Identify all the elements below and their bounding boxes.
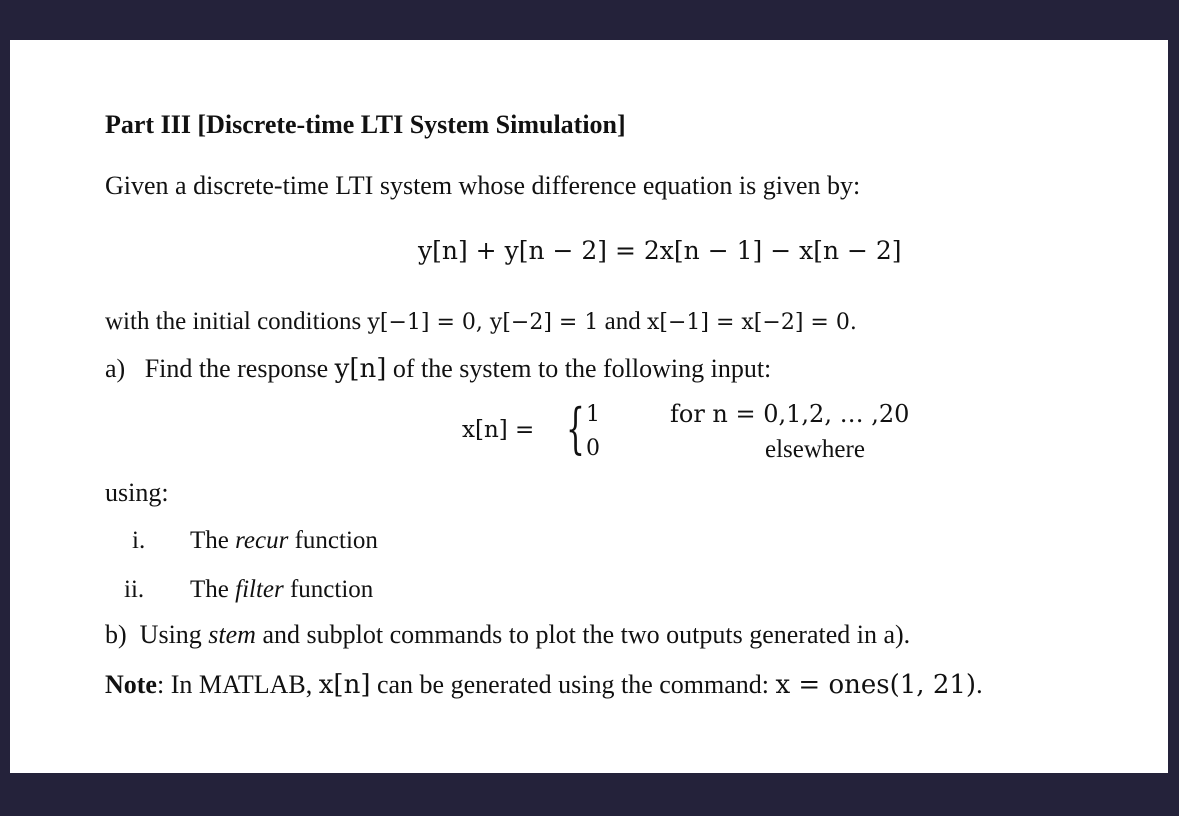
question-b-text-after: and subplot commands to plot the two outputs generated in a). — [255, 620, 911, 649]
note-symbol: x[n] — [318, 670, 371, 700]
method-pre: The — [190, 527, 236, 554]
piecewise-value-1: 1 — [586, 402, 600, 427]
ic-x-values: x[−1] = x[−2] = 0. — [646, 310, 857, 335]
document-page — [10, 40, 1168, 773]
question-b — [105, 622, 910, 648]
input-signal-lhs: x[n] = — [462, 417, 535, 443]
matlab-note — [105, 672, 983, 698]
question-a-symbol: y[n] — [334, 354, 387, 384]
note-label: Note — [105, 670, 157, 699]
method-post: function — [283, 576, 374, 603]
method-pre: The — [190, 576, 236, 603]
ic-y-values: y[−1] = 0, y[−2] = 1 — [367, 310, 599, 335]
using-label: using: — [105, 478, 169, 507]
method-name: recur — [235, 527, 289, 554]
method-item — [190, 527, 378, 555]
question-a-text-before: Find the response — [144, 354, 335, 383]
initial-conditions — [105, 309, 857, 334]
piecewise-condition-0: elsewhere — [765, 436, 865, 463]
question-a — [105, 356, 771, 382]
note-text-middle: can be generated using the command: — [370, 670, 776, 699]
method-item — [190, 576, 373, 604]
question-b-text-before: Using — [139, 620, 209, 649]
ic-joiner: and — [598, 308, 647, 335]
question-a-text-after: of the system to the following input: — [386, 354, 772, 383]
method-post: function — [288, 527, 378, 554]
method-name: filter — [235, 576, 284, 603]
question-b-emph: stem — [208, 620, 256, 649]
note-text-before: : In MATLAB, — [156, 670, 319, 699]
ic-prefix: with the initial conditions — [105, 308, 368, 335]
piecewise-condition-1: for n = 0,1,2, … ,20 — [670, 400, 910, 428]
note-end: . — [976, 670, 983, 699]
difference-equation: y[n] + y[n − 2] = 2x[n − 1] − x[n − 2] — [418, 236, 902, 265]
question-a-label: a) — [105, 354, 126, 383]
question-b-label: b) — [105, 620, 127, 649]
intro-text: Given a discrete-time LTI system whose difference equation is given by: — [105, 171, 861, 200]
method-number: i. — [132, 527, 146, 554]
piecewise-value-0: 0 — [586, 436, 600, 461]
piecewise-brace: { — [566, 397, 585, 460]
method-number: ii. — [124, 576, 145, 603]
section-heading: Part III [Discrete-time LTI System Simulation] — [105, 110, 626, 139]
note-command: x = ones(1, 21) — [775, 670, 977, 700]
input-signal-definition — [462, 397, 910, 468]
